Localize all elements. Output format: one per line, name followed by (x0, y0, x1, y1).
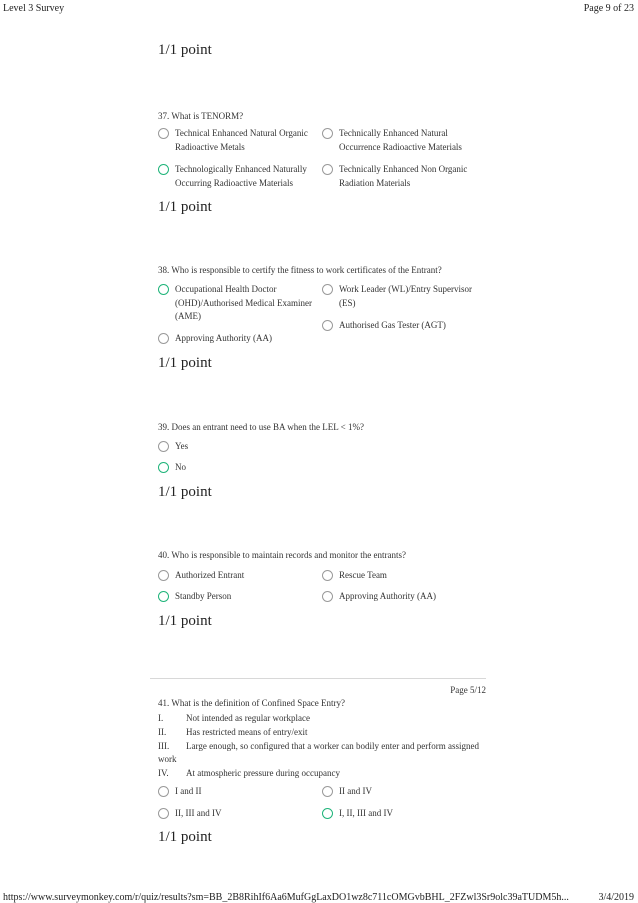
q37-option-2[interactable]: Technically Enhanced Natural Occurrence Radioactive Materials (322, 127, 479, 154)
radio-circle-icon[interactable] (322, 128, 333, 139)
radio-circle-correct-icon[interactable] (158, 164, 169, 175)
radio-circle-icon[interactable] (322, 570, 333, 581)
statement-line: I. Not intended as regular workplace (158, 713, 310, 723)
q40-option-4[interactable]: Approving Authority (AA) (322, 590, 479, 604)
question-40-text: 40. Who is responsible to maintain records and monitor the entrants? (158, 550, 407, 560)
q40-option-1[interactable]: Authorized Entrant (158, 569, 315, 583)
question-37-text: 37. What is TENORM? (158, 111, 244, 121)
radio-circle-correct-icon[interactable] (158, 284, 169, 295)
q37-option-4[interactable]: Technically Enhanced Non Organic Radiation Materials (322, 163, 479, 190)
score-label: 1/1 point (158, 355, 212, 371)
question-38-text: 38. Who is responsible to certify the fitness to work certificates of the Entrant? (158, 265, 442, 275)
question-41-text: 41. What is the definition of Confined Space Entry? (158, 698, 346, 708)
q39-option-no[interactable]: No (158, 461, 315, 475)
q41-option-4[interactable]: I, II, III and IV (322, 807, 479, 821)
q41-option-2[interactable]: II and IV (322, 785, 479, 799)
statement-line: III. Large enough, so configured that a worker can bodily enter and perform assigned (158, 741, 479, 751)
statement-line: II. Has restricted means of entry/exit (158, 727, 308, 737)
radio-circle-icon[interactable] (158, 570, 169, 581)
question-39-text: 39. Does an entrant need to use BA when the LEL < 1%? (158, 422, 364, 432)
score-label: 1/1 point (158, 484, 212, 500)
radio-circle-correct-icon[interactable] (322, 808, 333, 819)
q37-option-3[interactable]: Technologically Enhanced Naturally Occurring Radioactive Materials (158, 163, 330, 190)
q38-option-1[interactable]: Occupational Health Doctor (OHD)/Authorised Medical Examiner (AME) (158, 283, 330, 324)
radio-circle-icon[interactable] (158, 128, 169, 139)
q40-option-2[interactable]: Rescue Team (322, 569, 479, 583)
statement-line: IV. At atmospheric pressure during occupancy (158, 768, 340, 778)
q40-option-3[interactable]: Standby Person (158, 590, 315, 604)
footer-date: 3/4/2019 (598, 892, 634, 903)
q38-option-4[interactable]: Approving Authority (AA) (158, 332, 330, 346)
page-divider (150, 678, 486, 679)
radio-circle-icon[interactable] (322, 284, 333, 295)
q41-option-3[interactable]: II, III and IV (158, 807, 315, 821)
statement-line: work (158, 754, 177, 764)
q39-option-yes[interactable]: Yes (158, 440, 315, 454)
score-label: 1/1 point (158, 199, 212, 215)
radio-circle-icon[interactable] (158, 441, 169, 452)
radio-circle-icon[interactable] (322, 786, 333, 797)
radio-circle-icon[interactable] (322, 320, 333, 331)
q38-option-2[interactable]: Work Leader (WL)/Entry Supervisor (ES) (322, 283, 479, 310)
page-number: Page 9 of 23 (583, 3, 634, 14)
radio-circle-icon[interactable] (322, 164, 333, 175)
document-title: Level 3 Survey (3, 3, 65, 14)
radio-circle-icon[interactable] (158, 786, 169, 797)
q37-option-1[interactable]: Technical Enhanced Natural Organic Radioactive Metals (158, 127, 330, 154)
q41-option-1[interactable]: I and II (158, 785, 315, 799)
score-label: 1/1 point (158, 613, 212, 629)
radio-circle-correct-icon[interactable] (158, 462, 169, 473)
score-label: 1/1 point (158, 42, 212, 58)
footer-url[interactable]: https://www.surveymonkey.com/r/quiz/results?sm=BB_2B8RihIf6Aa6MufGgLaxDO1wz8c711cOMGvbBHL_2FZwl3Sr9olc39aTUDM5h... (3, 892, 569, 903)
radio-circle-icon[interactable] (158, 808, 169, 819)
survey-page-label: Page 5/12 (450, 685, 486, 695)
radio-circle-icon[interactable] (322, 591, 333, 602)
q38-option-3[interactable]: Authorised Gas Tester (AGT) (322, 319, 479, 333)
score-label: 1/1 point (158, 829, 212, 845)
radio-circle-correct-icon[interactable] (158, 591, 169, 602)
radio-circle-icon[interactable] (158, 333, 169, 344)
